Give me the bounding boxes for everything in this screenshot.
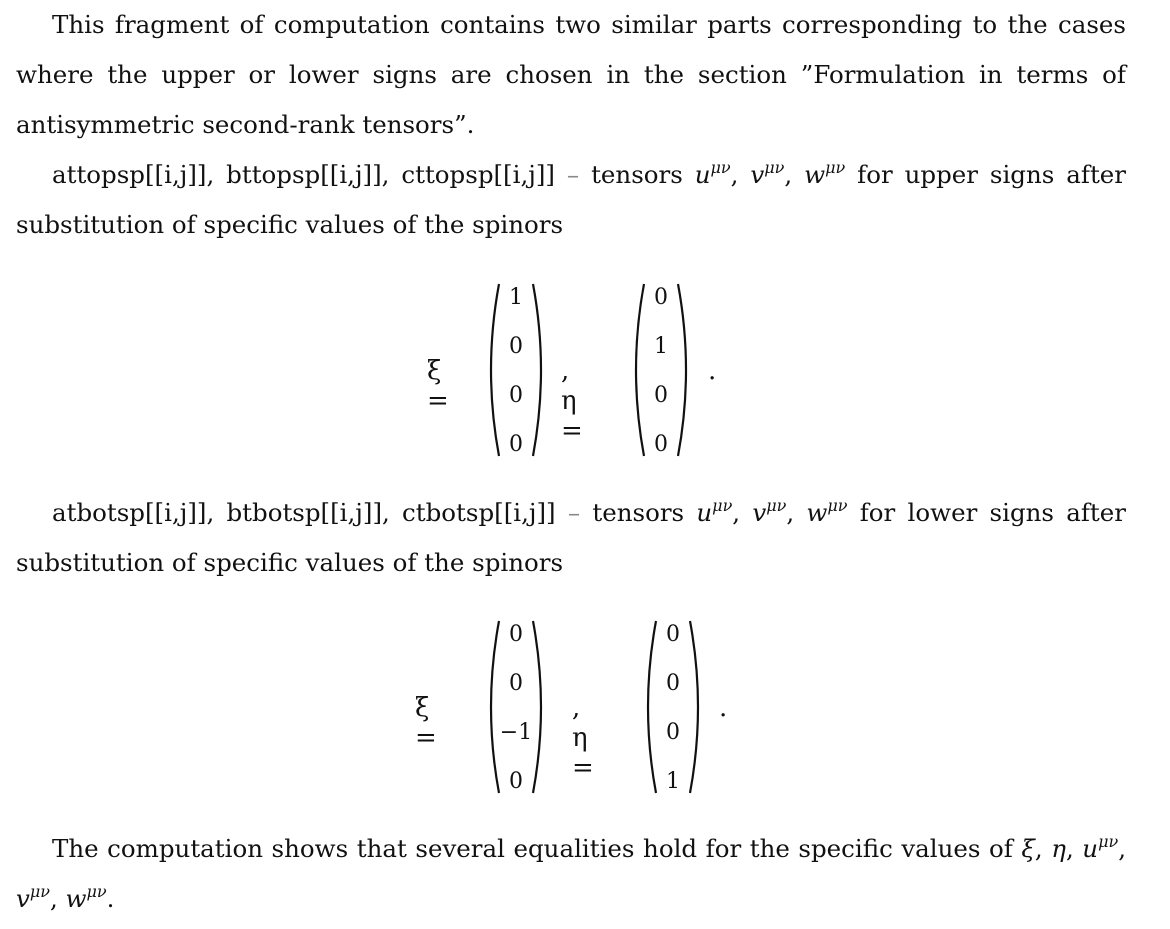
xi-lhs: ξ = (427, 356, 449, 416)
period: . (719, 693, 728, 723)
xi-vector: 0 0 −1 0 (481, 617, 551, 797)
eta-vector: 0 1 0 0 (626, 280, 696, 460)
eta-vector: 0 0 0 1 (638, 617, 708, 797)
dash: – (566, 160, 580, 189)
upper-signs-paragraph: attopsp[[i,j]], bttopsp[[i,j]], cttopsp[[i,j]] – tensors $u^{\mu\nu}$, $v^{\mu\nu}$, $w^{\mu\nu}$ for upper signs after substitution of specific values of the spinors (16, 158, 1126, 239)
period: . (708, 356, 717, 386)
eta-lhs: , η = (561, 356, 583, 446)
xi-lhs: ξ = (415, 693, 437, 753)
intro-paragraph: This fragment of computation contains two similar parts corresponding to the cases where the upper or lower signs are chosen in the section ”Formulation in terms of antisymmetric second-rank tensors”. (16, 10, 1126, 139)
lower-tensor-names: atbotsp[[i,j]], btbotsp[[i,j]], ctbotsp[[i,j]] (52, 498, 556, 527)
xi-vector: 1 0 0 0 (481, 280, 551, 460)
conclusion-paragraph: The computation shows that several equalities hold for the specific values of ξ, η, $u^{\mu\nu}$, $v^{\mu\nu}$, $w^{\mu\nu}$. (16, 832, 1126, 913)
lower-signs-paragraph: atbotsp[[i,j]], btbotsp[[i,j]], ctbotsp[[i,j]] – tensors $u^{\mu\nu}$, $v^{\mu\nu}$, $w^{\mu\nu}$ for lower signs after substitution of specific values of the spinors (16, 496, 1126, 577)
dash: – (567, 498, 581, 527)
eta-lhs: , η = (572, 693, 594, 783)
upper-tensor-names: attopsp[[i,j]], bttopsp[[i,j]], cttopsp[[i,j]] (52, 160, 555, 189)
